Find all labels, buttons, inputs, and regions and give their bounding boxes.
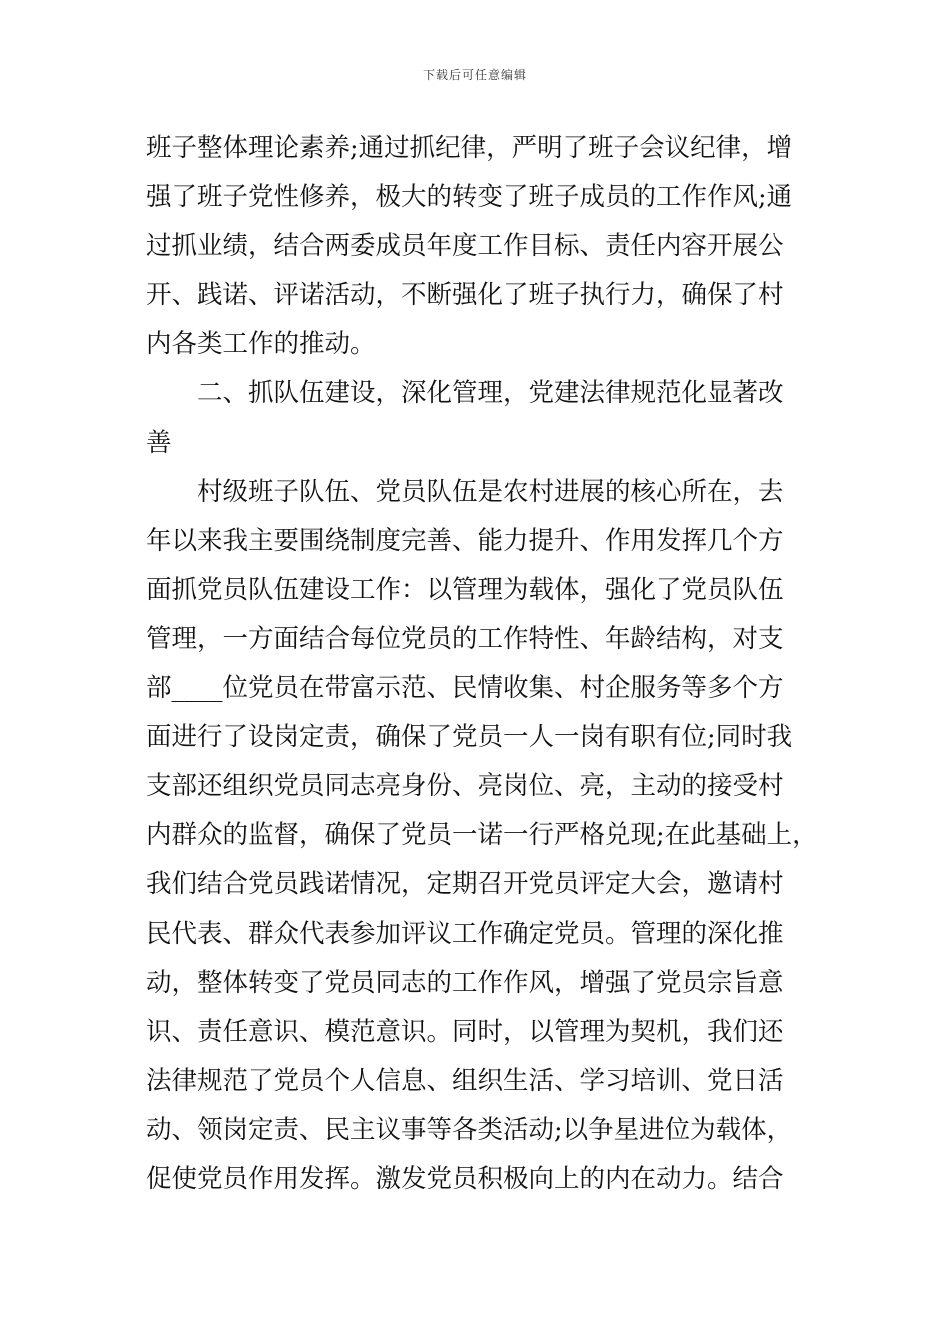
- text-line: 我们结合党员践诺情况，定期召开党员评定大会，邀请村: [146, 869, 784, 900]
- text-line: 开、践诺、评诺活动，不断强化了班子执行力，确保了村: [146, 280, 784, 311]
- text-line: 法律规范了党员个人信息、组织生活、学习培训、党日活: [146, 1065, 784, 1096]
- text-line: 识、责任意识、模范意识。同时，以管理为契机，我们还: [146, 1016, 784, 1047]
- text-line: 部____位党员在带富示范、民情收集、村企服务等多个方: [146, 673, 784, 704]
- text-line: 村级班子队伍、党员队伍是农村进展的核心所在，去: [146, 476, 784, 507]
- text-line: 过抓业绩，结合两委成员年度工作目标、责任内容开展公: [146, 231, 784, 262]
- text-line: 强了班子党性修养，极大的转变了班子成员的工作作风;通: [146, 182, 793, 213]
- section-heading-line: 善: [146, 427, 172, 458]
- body-text: [146, 124, 818, 1204]
- section-heading-line: 二、抓队伍建设，深化管理，党建法律规范化显著改: [146, 378, 784, 409]
- text-line: 内群众的监督，确保了党员一诺一行严格兑现;在此基础上，: [146, 820, 818, 851]
- text-line: 动，整体转变了党员同志的工作作风，增强了党员宗旨意: [146, 967, 784, 998]
- text-line: 民代表、群众代表参加评议工作确定党员。管理的深化推: [146, 918, 784, 949]
- text-line: 年以来我主要围绕制度完善、能力提升、作用发挥几个方: [146, 525, 784, 556]
- text-line: 班子整体理论素养;通过抓纪律，严明了班子会议纪律，增: [146, 133, 793, 163]
- text-line: 支部还组织党员同志亮身份、亮岗位、亮，主动的接受村: [146, 771, 784, 802]
- text-line: 面进行了设岗定责，确保了党员一人一岗有职有位;同时我: [146, 722, 793, 753]
- text-line: 促使党员作用发挥。激发党员积极向上的内在动力。结合: [146, 1163, 784, 1194]
- text-line: 管理，一方面结合每位党员的工作特性、年龄结构，对支: [146, 623, 784, 654]
- text-line: 面抓党员队伍建设工作：以管理为载体，强化了党员队伍: [146, 574, 784, 605]
- header-note: 下载后可任意编辑: [422, 68, 527, 82]
- text-line: 内各类工作的推动。: [146, 329, 376, 360]
- text-line: 动、领岗定责、民主议事等各类活动;以争星进位为载体，: [146, 1114, 793, 1145]
